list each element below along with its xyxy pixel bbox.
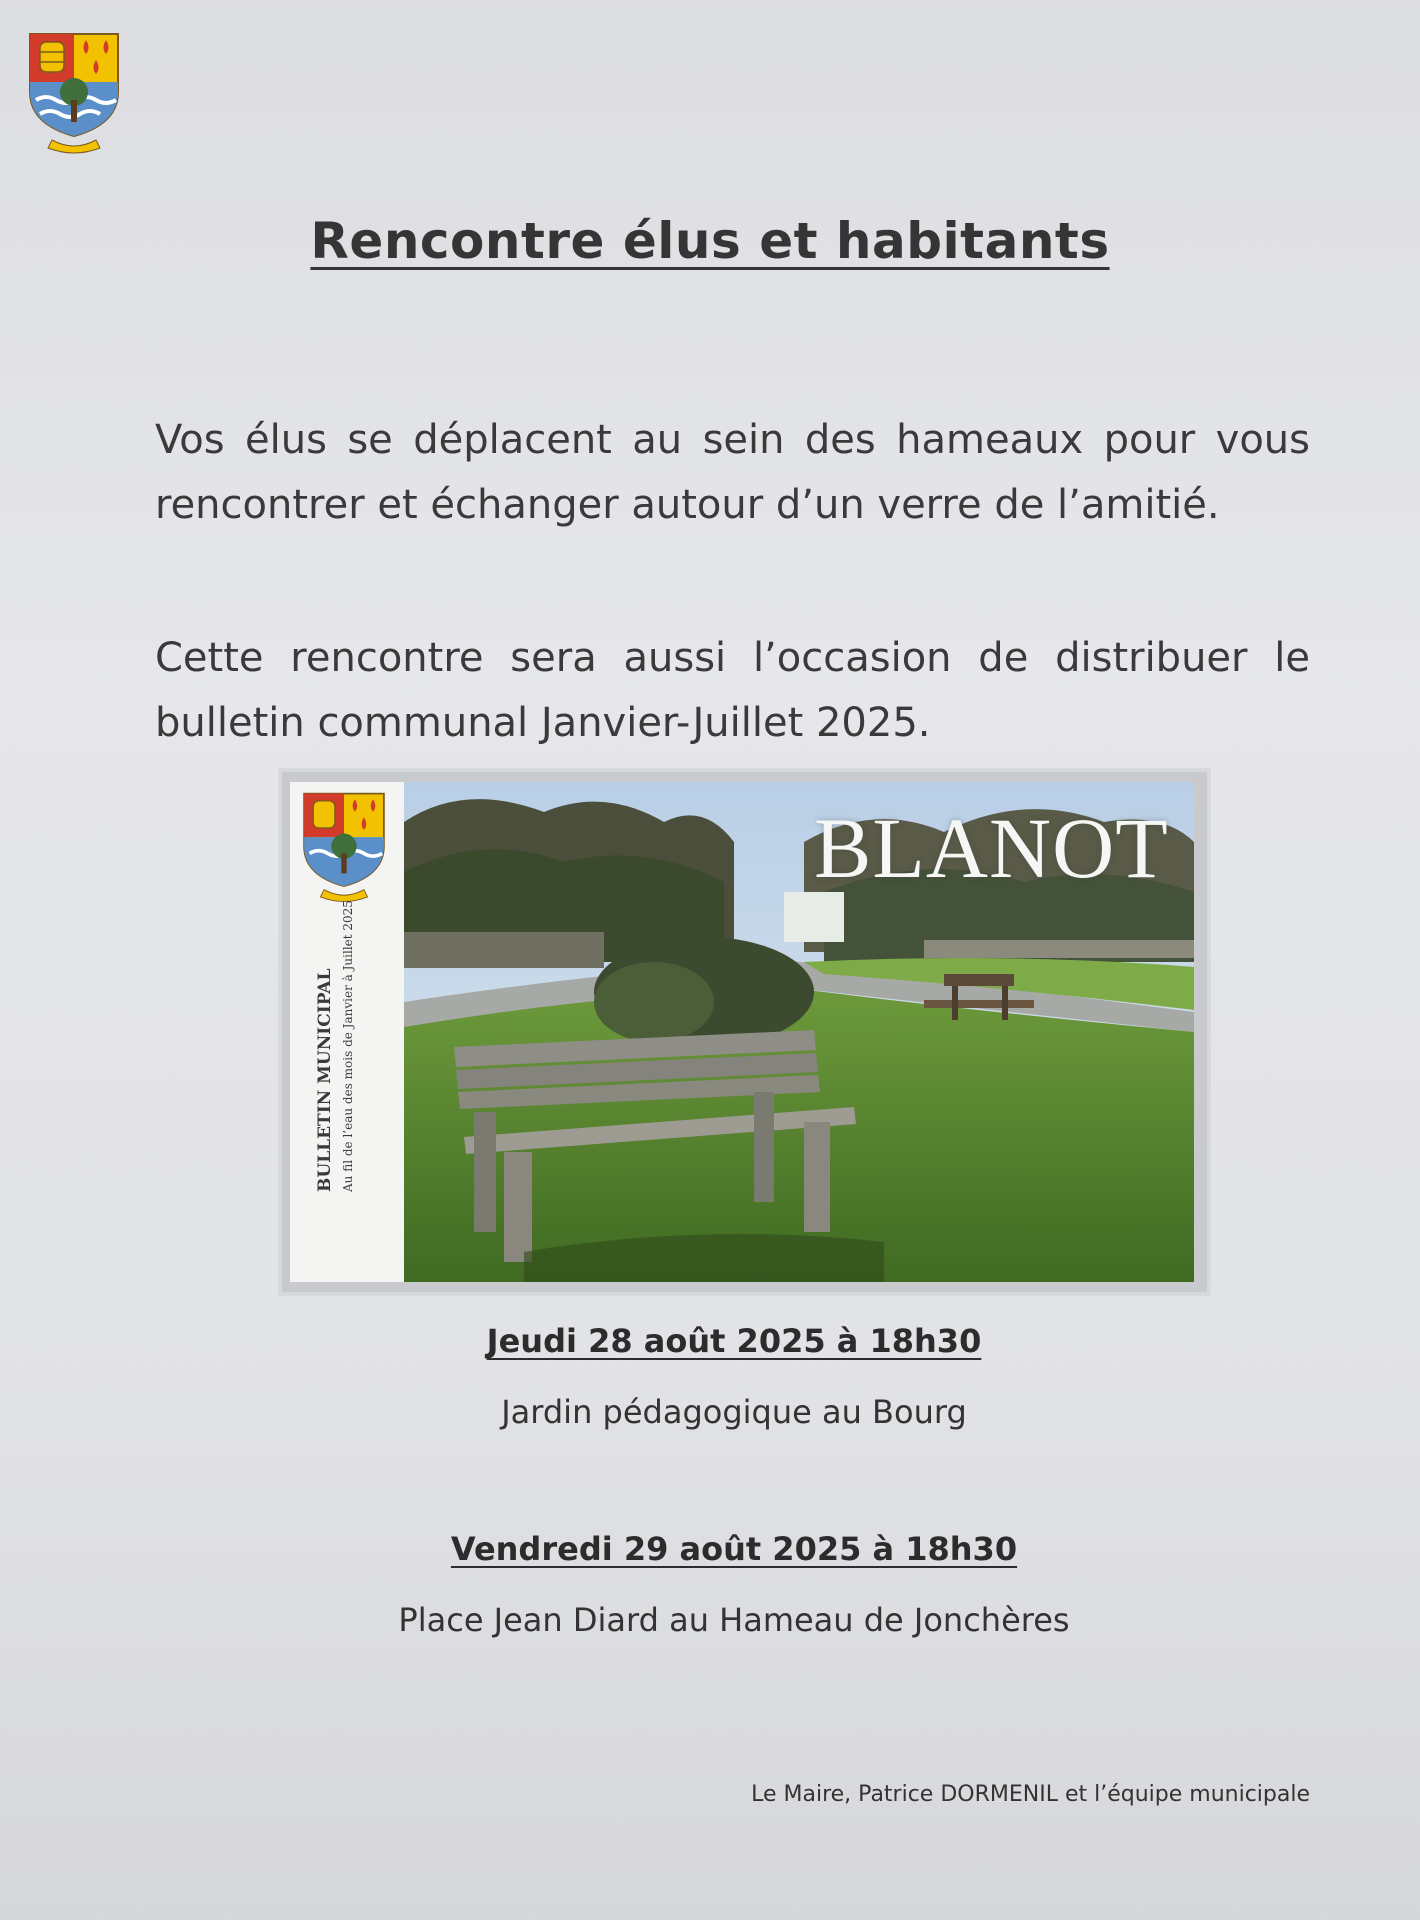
signature: Le Maire, Patrice DORMENIL et l’équipe municipale: [751, 1782, 1310, 1807]
event-date-1: Jeudi 28 août 2025 à 18h30: [486, 1322, 982, 1360]
event-place-1: Jardin pédagogique au Bourg: [501, 1393, 967, 1431]
bulletin-cover-sidebar: [290, 782, 404, 1282]
bulletin-paragraph: Cette rencontre sera aussi l’occasion de distribuer le bulletin communal Janvier-Juillet 2025.: [155, 635, 1310, 746]
bench-park-photo: [404, 782, 1194, 1282]
page-title: Rencontre élus et habitants: [310, 212, 1110, 270]
bulletin-vertical-title: BULLETIN MUNICIPAL: [315, 968, 335, 1192]
municipal-crest-logo: [26, 30, 122, 158]
bulletin-vertical-subtitle: Au fil de l’eau des mois de Janvier à Juillet 2025: [341, 900, 355, 1192]
intro-paragraph: Vos élus se déplacent au sein des hameaux pour vous rencontrer et échanger autour d’un verre de l’amitié.: [155, 417, 1310, 528]
bulletin-cover-image: [282, 772, 1207, 1292]
bulletin-title: BLANOT: [814, 800, 1169, 896]
event-date-2: Vendredi 29 août 2025 à 18h30: [450, 1530, 1018, 1568]
event-place-2: Place Jean Diard au Hameau de Jonchères: [398, 1601, 1070, 1639]
